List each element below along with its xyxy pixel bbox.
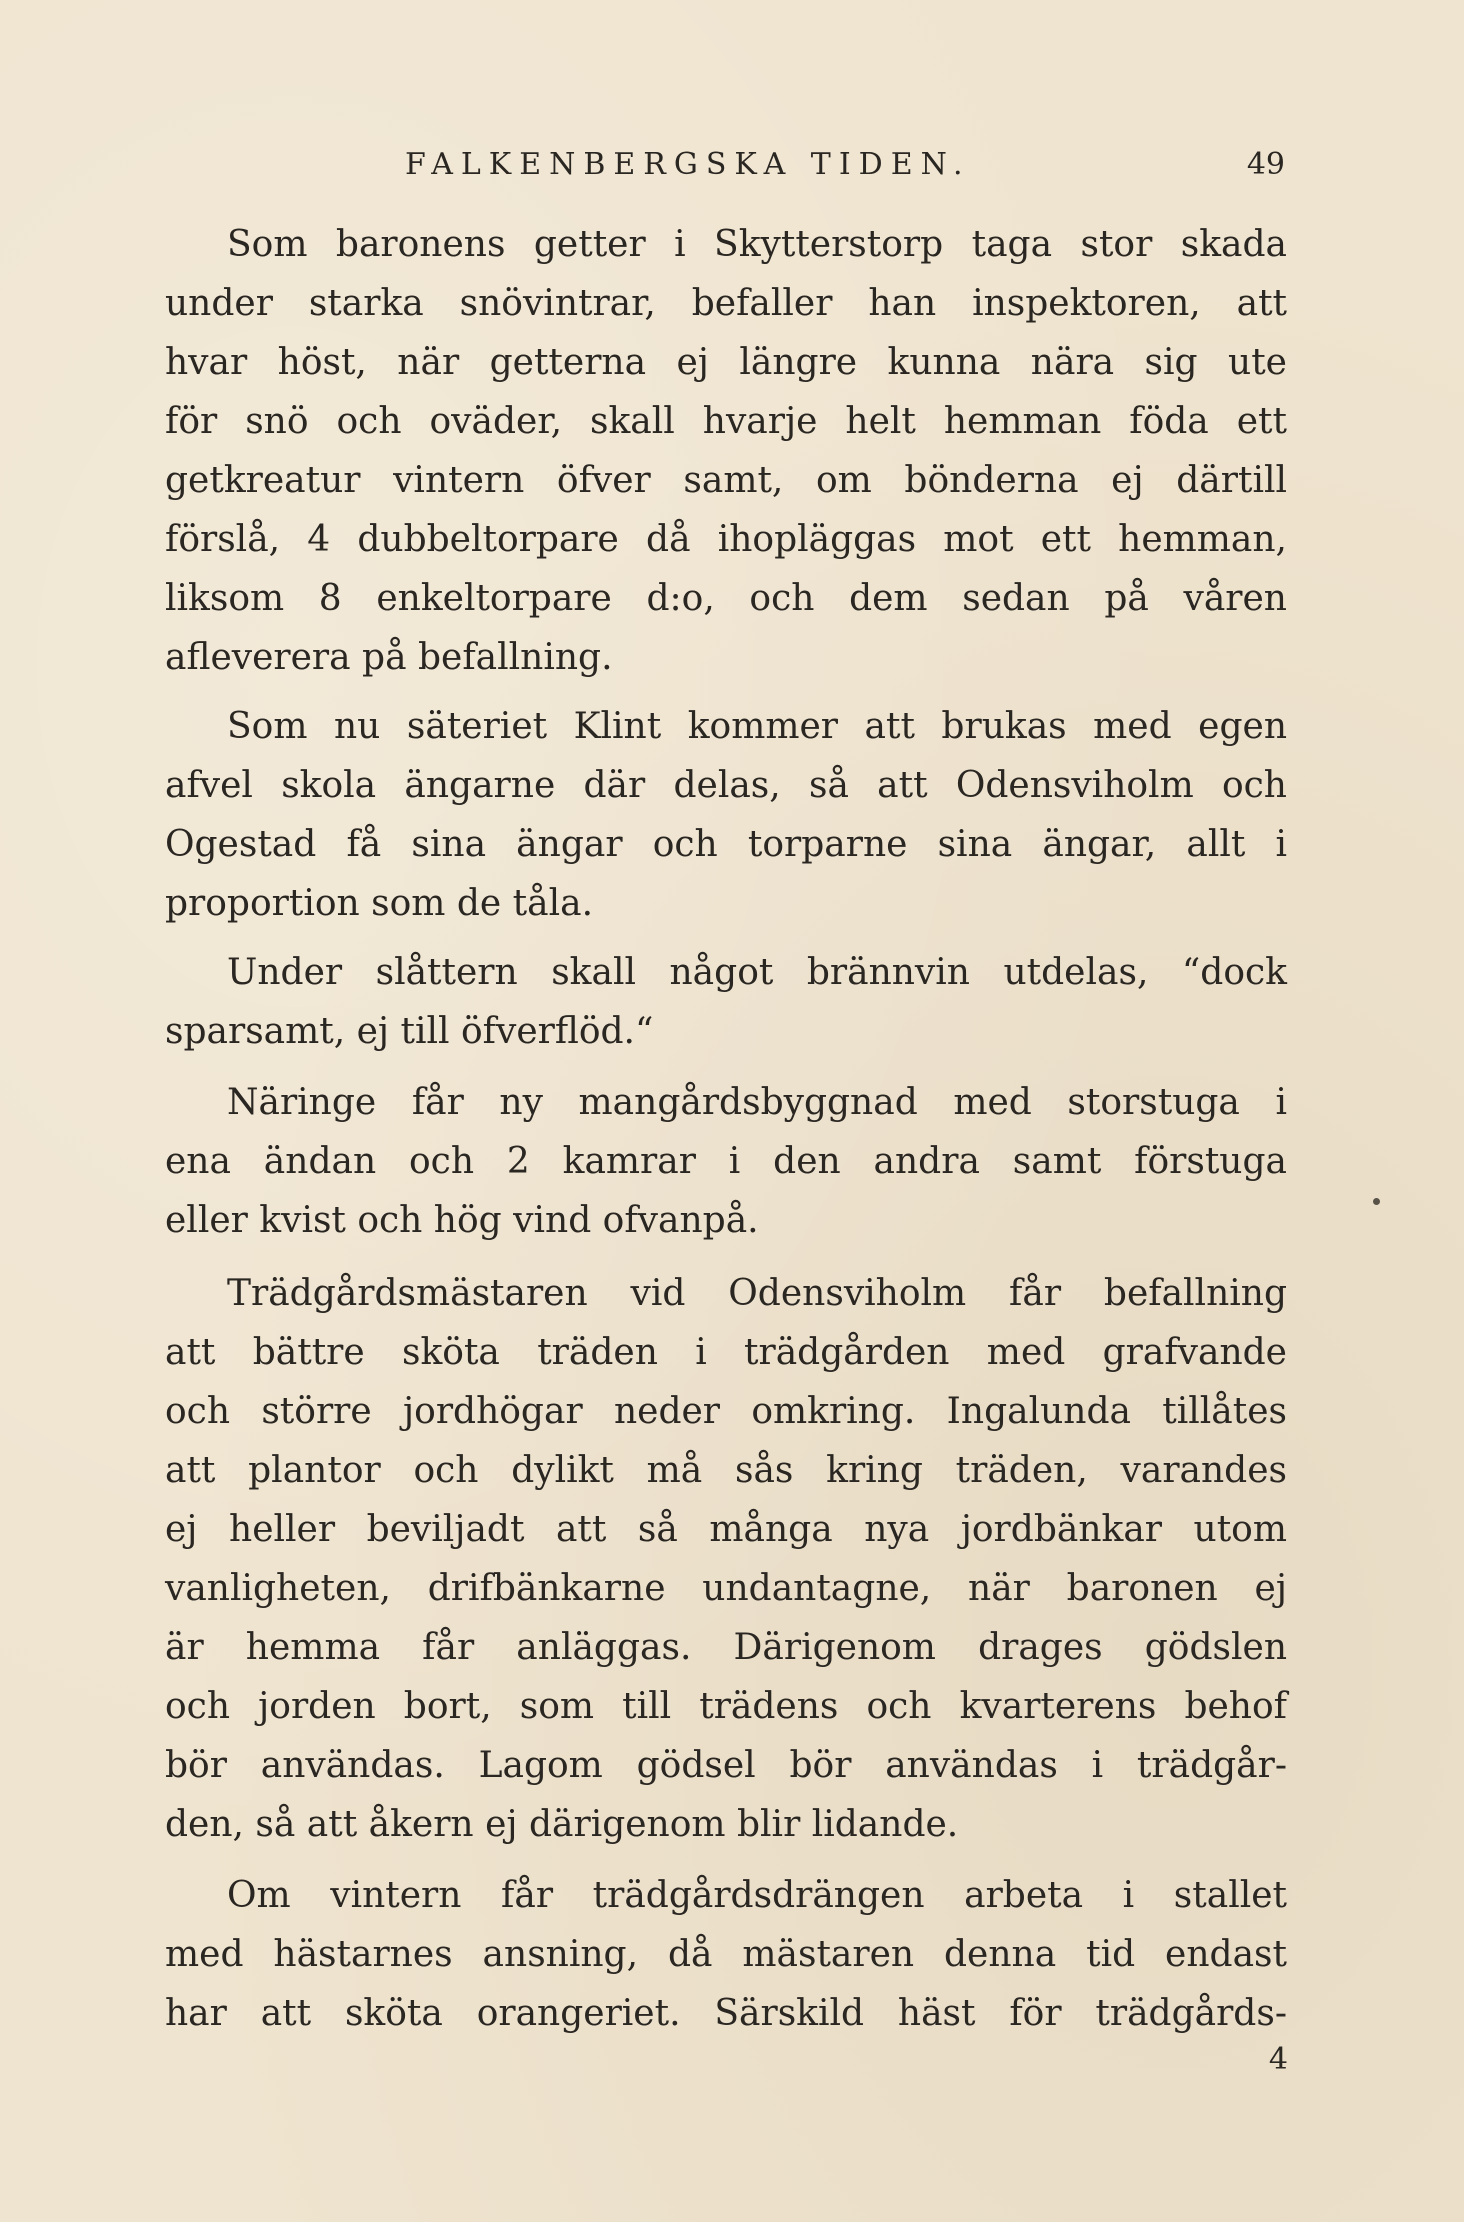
text-line: Under slåttern skall något brännvin utdelas, “dock [227, 952, 1287, 993]
running-title: FALKENBERGSKA TIDEN. [405, 147, 971, 182]
text-line: med hästarnes ansning, då mästaren denna tid endast [165, 1934, 1287, 1975]
text-line: och större jordhögar neder omkring. Ingalunda tillåtes [165, 1391, 1287, 1432]
text-line: och jorden bort, som till trädens och kvarterens behof [165, 1686, 1287, 1727]
ink-spot [1373, 1198, 1380, 1205]
text-line: hvar höst, när getterna ej längre kunna nära sig ute [165, 342, 1287, 383]
running-header [165, 140, 1285, 190]
text-line: är hemma får anläggas. Därigenom drages gödslen [165, 1627, 1287, 1668]
signature-mark: 4 [1268, 2042, 1288, 2077]
text-line: ej heller beviljadt att så många nya jordbänkar utom [165, 1509, 1287, 1550]
text-line: Trädgårdsmästaren vid Odensviholm får befallning [227, 1273, 1287, 1314]
text-line: att bättre sköta träden i trädgården med grafvande [165, 1332, 1287, 1373]
text-line: Om vintern får trädgårdsdrängen arbeta i stallet [227, 1875, 1287, 1916]
text-line: afleverera på befallning. [165, 637, 613, 678]
text-line: afvel skola ängarne där delas, så att Odensviholm och [165, 765, 1287, 806]
text-line: getkreatur vintern öfver samt, om bönderna ej därtill [165, 460, 1287, 501]
text-line: Som baronens getter i Skytterstorp taga stor skada [227, 224, 1287, 265]
page-number: 49 [1246, 147, 1285, 182]
text-line: Som nu säteriet Klint kommer att brukas med egen [227, 706, 1287, 747]
text-line: den, så att åkern ej därigenom blir lidande. [165, 1804, 959, 1845]
text-line: Näringe får ny mangårdsbyggnad med storstuga i [227, 1082, 1287, 1123]
text-line: vanligheten, drifbänkarne undantagne, när baronen ej [165, 1568, 1287, 1609]
paragraph-slattern [165, 943, 1287, 1061]
text-line: liksom 8 enkeltorpare d:o, och dem sedan på våren [165, 578, 1287, 619]
text-line: förslå, 4 dubbeltorpare då ihopläggas mot ett hemman, [165, 519, 1287, 560]
text-line: bör användas. Lagom gödsel bör användas i trädgår- [165, 1745, 1287, 1786]
text-line: eller kvist och hög vind ofvanpå. [165, 1200, 759, 1241]
text-line: sparsamt, ej till öfverflöd.“ [165, 1011, 654, 1052]
paragraph-vintern [165, 1866, 1287, 2043]
text-line: har att sköta orangeriet. Särskild häst för trädgårds- [165, 1993, 1287, 2034]
text-line: ena ändan och 2 kamrar i den andra samt förstuga [165, 1141, 1287, 1182]
text-line: för snö och oväder, skall hvarje helt hemman föda ett [165, 401, 1287, 442]
text-line: Ogestad få sina ängar och torparne sina ängar, allt i [165, 824, 1287, 865]
text-line: att plantor och dylikt må sås kring träden, varandes [165, 1450, 1287, 1491]
paragraph-naringe [165, 1073, 1287, 1250]
paragraph-klint [165, 697, 1287, 933]
body-text [165, 215, 1287, 2043]
paragraph-tradgard [165, 1264, 1287, 1854]
text-line: under starka snövintrar, befaller han inspektoren, att [165, 283, 1287, 324]
paragraph-goats [165, 215, 1287, 687]
text-line: proportion som de tåla. [165, 883, 594, 924]
